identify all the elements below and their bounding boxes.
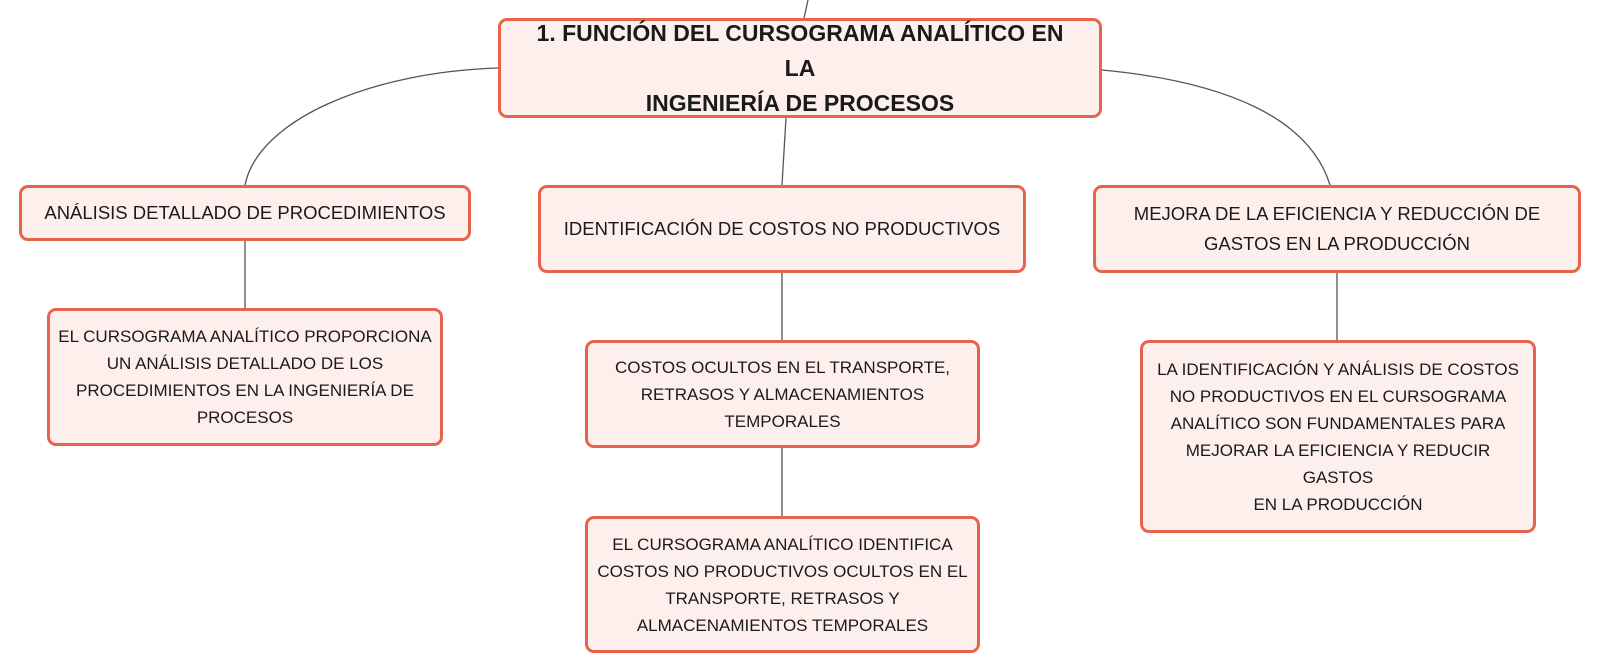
leaf-node-text (58, 323, 431, 431)
leaf-line: ALMACENAMIENTOS TEMPORALES (636, 615, 929, 635)
leaf-line: PROCESOS (196, 408, 294, 427)
leaf-node-analisis-desc[interactable] (47, 308, 443, 446)
leaf-node-text (615, 354, 950, 435)
connector-root-center (782, 118, 786, 185)
leaf-line: PROCEDIMIENTOS EN LA INGENIERÍA DE (76, 381, 414, 400)
leaf-line: COSTOS NO PRODUCTIVOS OCULTOS EN EL (597, 561, 968, 581)
root-line: 1. FUNCIÓN DEL CURSOGRAMA ANALÍTICO EN LA (536, 19, 1064, 81)
branch-line: IDENTIFICACIÓN DE COSTOS NO PRODUCTIVOS (563, 218, 1001, 239)
branch-node-mejora[interactable] (1093, 185, 1581, 273)
leaf-node-fundamentales[interactable] (1140, 340, 1536, 533)
leaf-line: EL CURSOGRAMA ANALÍTICO PROPORCIONA (58, 327, 432, 346)
leaf-line: TRANSPORTE, RETRASOS Y (665, 588, 900, 608)
leaf-line: UN ANÁLISIS DETALLADO DE LOS (106, 354, 384, 373)
branch-node-text (564, 214, 1001, 244)
leaf-line: TEMPORALES (724, 411, 841, 431)
root-line: INGENIERÍA DE PROCESOS (645, 89, 955, 116)
root-node[interactable] (498, 18, 1102, 118)
connector-root-left (245, 68, 498, 185)
connector-root-right (1102, 70, 1330, 185)
branch-line: GASTOS EN LA PRODUCCIÓN (1204, 233, 1470, 254)
branch-node-text (1134, 199, 1540, 259)
leaf-node-cursograma-identifica[interactable] (585, 516, 980, 653)
leaf-line: ANALÍTICO SON FUNDAMENTALES PARA (1170, 413, 1506, 433)
leaf-line: EL CURSOGRAMA ANALÍTICO IDENTIFICA (612, 534, 953, 554)
leaf-line: COSTOS OCULTOS EN EL TRANSPORTE, (614, 357, 951, 377)
leaf-node-text (1151, 356, 1525, 518)
root-node-text (519, 16, 1081, 121)
leaf-line: RETRASOS Y ALMACENAMIENTOS (640, 384, 925, 404)
leaf-line: LA IDENTIFICACIÓN Y ANÁLISIS DE COSTOS (1157, 359, 1519, 379)
leaf-node-text (597, 531, 967, 639)
leaf-line: MEJORAR LA EFICIENCIA Y REDUCIR GASTOS (1185, 440, 1491, 487)
leaf-line: EN LA PRODUCCIÓN (1253, 494, 1423, 514)
branch-node-identificacion[interactable] (538, 185, 1026, 273)
branch-node-analisis[interactable] (19, 185, 471, 241)
branch-node-text (44, 198, 445, 228)
leaf-node-costos-ocultos[interactable] (585, 340, 980, 448)
leaf-line: NO PRODUCTIVOS EN EL CURSOGRAMA (1169, 386, 1507, 406)
branch-line: ANÁLISIS DETALLADO DE PROCEDIMIENTOS (44, 202, 446, 223)
branch-line: MEJORA DE LA EFICIENCIA Y REDUCCIÓN DE (1133, 203, 1541, 224)
